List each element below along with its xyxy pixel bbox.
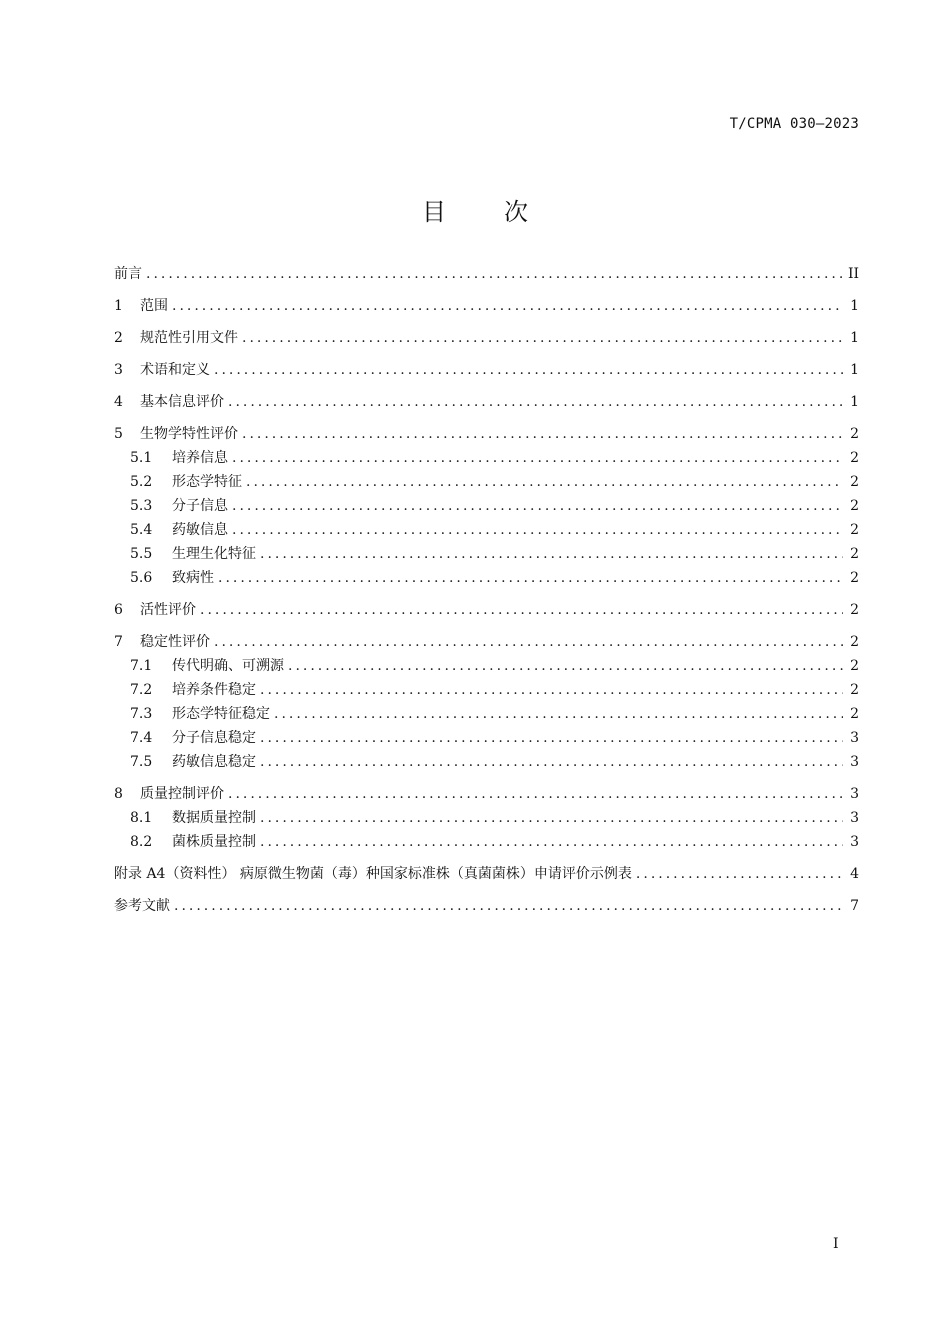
toc-title: 目次 [422,198,586,226]
toc-entry-label: 前言 [114,266,142,282]
toc-entry[interactable] [114,678,859,702]
toc-entry[interactable] [114,446,859,470]
toc-dot-leader [242,326,843,350]
toc-entry-page: 1 [850,298,859,314]
toc-dot-leader [274,702,843,726]
toc-entry-page: 1 [850,362,859,378]
toc-entry[interactable] [114,542,859,566]
toc-entry-label: 生物学特性评价 [140,426,238,442]
toc-entry-label: 培养信息 [172,450,228,466]
toc-dot-leader [228,782,843,806]
toc-entry-number: 7.4 [130,730,153,746]
toc-entry-number: 8 [114,786,123,802]
toc-entry[interactable] [114,782,859,806]
toc-entry-page: 2 [850,706,859,722]
toc-entry-number: 5 [114,426,123,442]
toc-entry[interactable] [114,470,859,494]
toc-dot-leader [246,470,843,494]
toc-entry-label: 致病性 [172,570,214,586]
toc-entry[interactable] [114,750,859,774]
toc-entry-label: 附录 A4（资料性） 病原微生物菌（毒）种国家标准株（真菌菌株）申请评价示例表 [114,866,632,882]
toc-entry-page: 1 [850,330,859,346]
toc-entry[interactable] [114,702,859,726]
document-code: T/CPMA 030—2023 [729,116,859,132]
toc-dot-leader [232,446,843,470]
toc-entry-number: 1 [114,298,123,314]
toc-dot-leader [172,294,843,318]
toc-entry-number: 5.1 [130,450,153,466]
toc-entry-label: 分子信息 [172,498,228,514]
toc-entry-label: 规范性引用文件 [140,330,238,346]
toc-entry-page: 7 [850,898,859,914]
toc-entry-number: 5.3 [130,498,153,514]
toc-entry-page: 2 [850,602,859,618]
toc-entry[interactable] [114,894,859,918]
toc-entry[interactable] [114,862,859,886]
toc-dot-leader [214,358,843,382]
toc-entry[interactable] [114,358,859,382]
toc-dot-leader [288,654,843,678]
toc-dot-leader [228,390,843,414]
toc-dot-leader [260,830,843,854]
toc-dot-leader [174,894,843,918]
toc-entry[interactable] [114,294,859,318]
toc-entry[interactable] [114,630,859,654]
toc-entry-page: 2 [850,546,859,562]
toc-entry-page: 2 [850,450,859,466]
toc-entry-label: 培养条件稳定 [172,682,256,698]
toc-entry-number: 2 [114,330,123,346]
toc-entry-page: 2 [850,474,859,490]
toc-entry-number: 5.2 [130,474,153,490]
toc-entry-page: 3 [850,754,859,770]
toc-entry-label: 药敏信息稳定 [172,754,256,770]
toc-entry-label: 药敏信息 [172,522,228,538]
toc-entry[interactable] [114,518,859,542]
toc-entry[interactable] [114,654,859,678]
toc-entry-page: 3 [850,786,859,802]
table-of-contents [114,262,859,918]
toc-entry-label: 范围 [140,298,168,314]
toc-entry-label: 形态学特征稳定 [172,706,270,722]
toc-entry[interactable] [114,326,859,350]
toc-entry-label: 活性评价 [140,602,196,618]
toc-entry-page: 3 [850,810,859,826]
toc-entry-number: 3 [114,362,123,378]
toc-entry-page: 3 [850,730,859,746]
page-number: I [833,1236,839,1252]
toc-entry[interactable] [114,830,859,854]
toc-entry-page: 3 [850,834,859,850]
toc-entry-number: 7.1 [130,658,153,674]
toc-entry-number: 5.4 [130,522,153,538]
toc-entry-page: 2 [850,426,859,442]
toc-entry-page: 2 [850,682,859,698]
toc-dot-leader [200,598,843,622]
toc-entry-page: 2 [850,498,859,514]
toc-entry-label: 菌株质量控制 [172,834,256,850]
toc-dot-leader [260,542,843,566]
toc-entry-label: 传代明确、可溯源 [172,658,284,674]
toc-entry[interactable] [114,262,859,286]
toc-entry-number: 7.2 [130,682,153,698]
toc-entry-number: 4 [114,394,123,410]
toc-entry-label: 术语和定义 [140,362,210,378]
toc-entry[interactable] [114,390,859,414]
toc-dot-leader [146,262,843,286]
toc-entry[interactable] [114,494,859,518]
toc-entry-number: 7 [114,634,123,650]
toc-entry-page: 2 [850,634,859,650]
toc-entry-label: 分子信息稳定 [172,730,256,746]
toc-entry-label: 形态学特征 [172,474,242,490]
toc-dot-leader [218,566,843,590]
toc-entry-page: 2 [850,522,859,538]
toc-entry-page: 4 [850,866,859,882]
toc-entry[interactable] [114,566,859,590]
toc-entry[interactable] [114,726,859,750]
toc-entry-number: 6 [114,602,123,618]
toc-entry-label: 基本信息评价 [140,394,224,410]
toc-dot-leader [232,494,843,518]
toc-entry-page: 1 [850,394,859,410]
toc-dot-leader [260,750,843,774]
toc-dot-leader [260,678,843,702]
toc-entry[interactable] [114,806,859,830]
toc-dot-leader [214,630,843,654]
toc-entry-label: 稳定性评价 [140,634,210,650]
toc-dot-leader [260,806,843,830]
toc-entry[interactable] [114,422,859,446]
toc-dot-leader [242,422,843,446]
toc-dot-leader [232,518,843,542]
toc-entry-label: 质量控制评价 [140,786,224,802]
toc-entry-page: II [847,266,859,282]
toc-entry-page: 2 [850,658,859,674]
toc-entry-number: 7.3 [130,706,153,722]
toc-entry-number: 8.2 [130,834,153,850]
toc-entry-page: 2 [850,570,859,586]
toc-dot-leader [636,862,843,886]
toc-entry-label: 参考文献 [114,898,170,914]
toc-dot-leader [260,726,843,750]
toc-entry-number: 7.5 [130,754,153,770]
toc-entry-number: 8.1 [130,810,153,826]
toc-entry-number: 5.5 [130,546,153,562]
toc-entry-label: 数据质量控制 [172,810,256,826]
toc-entry-label: 生理生化特征 [172,546,256,562]
toc-entry-number: 5.6 [130,570,153,586]
toc-entry[interactable] [114,598,859,622]
